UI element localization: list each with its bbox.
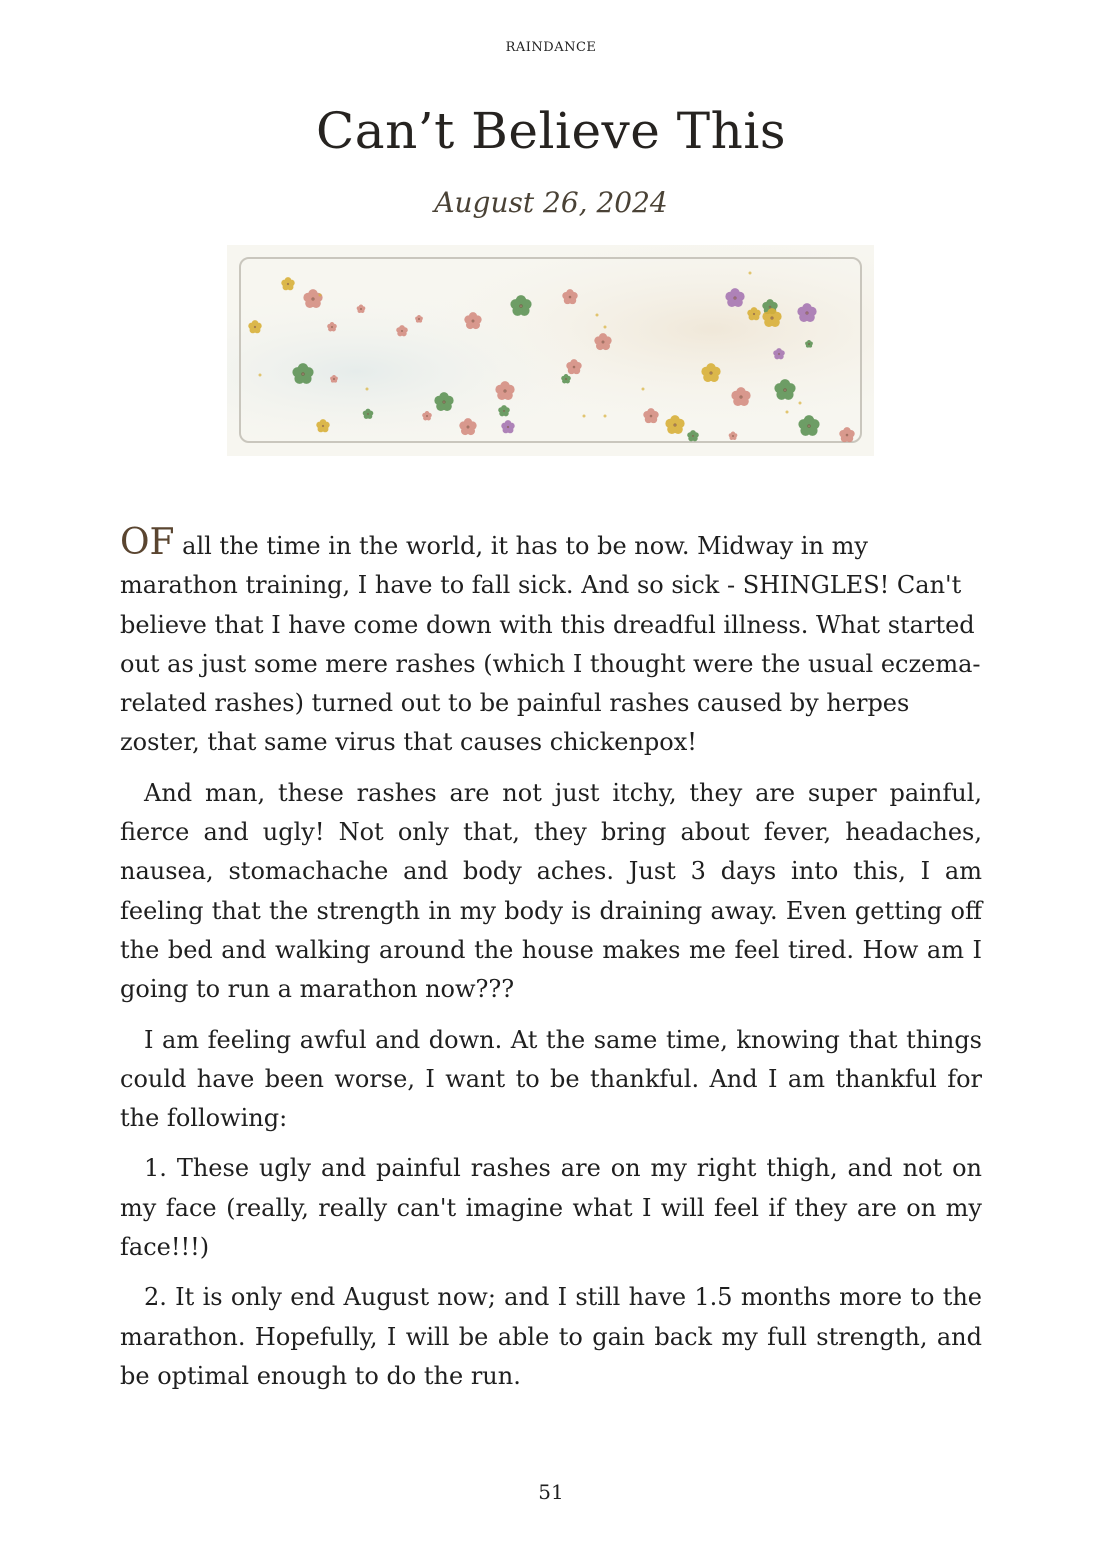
- flower-center: [503, 410, 505, 412]
- paragraph-3: I am feeling awful and down. At the same time, knowing that things could have been worse, I want to be thankful. And I am thankful for the following:: [120, 1025, 982, 1133]
- flower-center: [467, 426, 470, 429]
- flower-center: [287, 283, 289, 285]
- flower-center: [778, 353, 780, 355]
- speck: [319, 294, 322, 297]
- flower-center: [322, 425, 324, 427]
- speck: [596, 314, 599, 317]
- flower-center: [360, 308, 362, 310]
- flower-center: [692, 435, 694, 437]
- flower-center: [770, 316, 773, 319]
- speck: [583, 415, 586, 418]
- speck: [786, 411, 789, 414]
- flower-center: [769, 306, 772, 309]
- paragraph-5: 2. It is only end August now; and I still have 1.5 months more to the marathon. Hopefully, I will be able to gain back my full strength, and be optimal enough to do the run.: [120, 1283, 982, 1390]
- flower-center: [650, 415, 653, 418]
- flower-center: [503, 389, 506, 392]
- flower-center: [367, 413, 369, 415]
- speck: [799, 402, 802, 405]
- flower-center: [442, 400, 445, 403]
- flower-center: [565, 378, 567, 380]
- flower-center: [732, 435, 734, 437]
- flower-center: [846, 434, 849, 437]
- flower-center: [301, 372, 305, 376]
- flower-center: [808, 343, 810, 345]
- paragraph-1-text: all the time in the world, it has to be now. Midway in my marathon training, I have to fall sick. And so sick - SHINGLES! Can't believe that I have come down with this dreadful illness. What started out as just some mere rashes (which I thought were the usual eczema-related rashes) turned out to be painful rashes caused by herpes zoster, that same virus that causes chickenpox!: [120, 532, 981, 757]
- chapter-title: Can’t Believe This: [316, 102, 786, 160]
- dropcap: OF: [120, 522, 175, 563]
- flower-center: [311, 297, 314, 300]
- flower-center: [418, 318, 420, 320]
- speck: [642, 388, 645, 391]
- flower-center: [753, 313, 755, 315]
- flower-center: [573, 366, 576, 369]
- flower-center: [401, 330, 403, 332]
- flower-center: [783, 388, 787, 392]
- paragraph-1: [120, 523, 982, 763]
- paragraph-2: And man, these rashes are not just itchy, they are super painful, fierce and ugly! Not only that, they bring about fever, headaches, nausea, stomachache and body aches. Just 3 days into this, I am feeling that the strength in my body is draining away. Even getting off the bed and walking around the house makes me feel tired. How am I going to run a marathon now???: [120, 778, 982, 1004]
- flower-center: [426, 415, 428, 417]
- running-head: RAINDANCE: [505, 40, 597, 55]
- flower-center: [254, 326, 256, 328]
- flower-center: [519, 304, 523, 308]
- speck: [604, 415, 607, 418]
- flower-center: [507, 426, 509, 428]
- flower-center: [805, 311, 808, 314]
- flower-center: [739, 395, 742, 398]
- page-number: 51: [538, 1480, 564, 1504]
- flower-center: [807, 424, 811, 428]
- speck: [604, 326, 607, 329]
- flower-center: [472, 320, 475, 323]
- flower-center: [673, 423, 676, 426]
- chapter-date: August 26, 2024: [434, 186, 668, 219]
- floral-banner-image: [227, 245, 874, 456]
- flower-center: [333, 378, 335, 380]
- paragraph-4: 1. These ugly and painful rashes are on my right thigh, and not on my face (really, really can't imagine what I will feel if they are on my face!!!): [120, 1154, 982, 1262]
- flower-center: [569, 296, 572, 299]
- flower-center: [733, 296, 736, 299]
- speck: [366, 388, 369, 391]
- flower-center: [602, 341, 605, 344]
- body-text: [120, 523, 982, 1407]
- flower-center: [709, 371, 712, 374]
- speck: [259, 374, 262, 377]
- speck: [749, 272, 752, 275]
- flower-center: [331, 326, 333, 328]
